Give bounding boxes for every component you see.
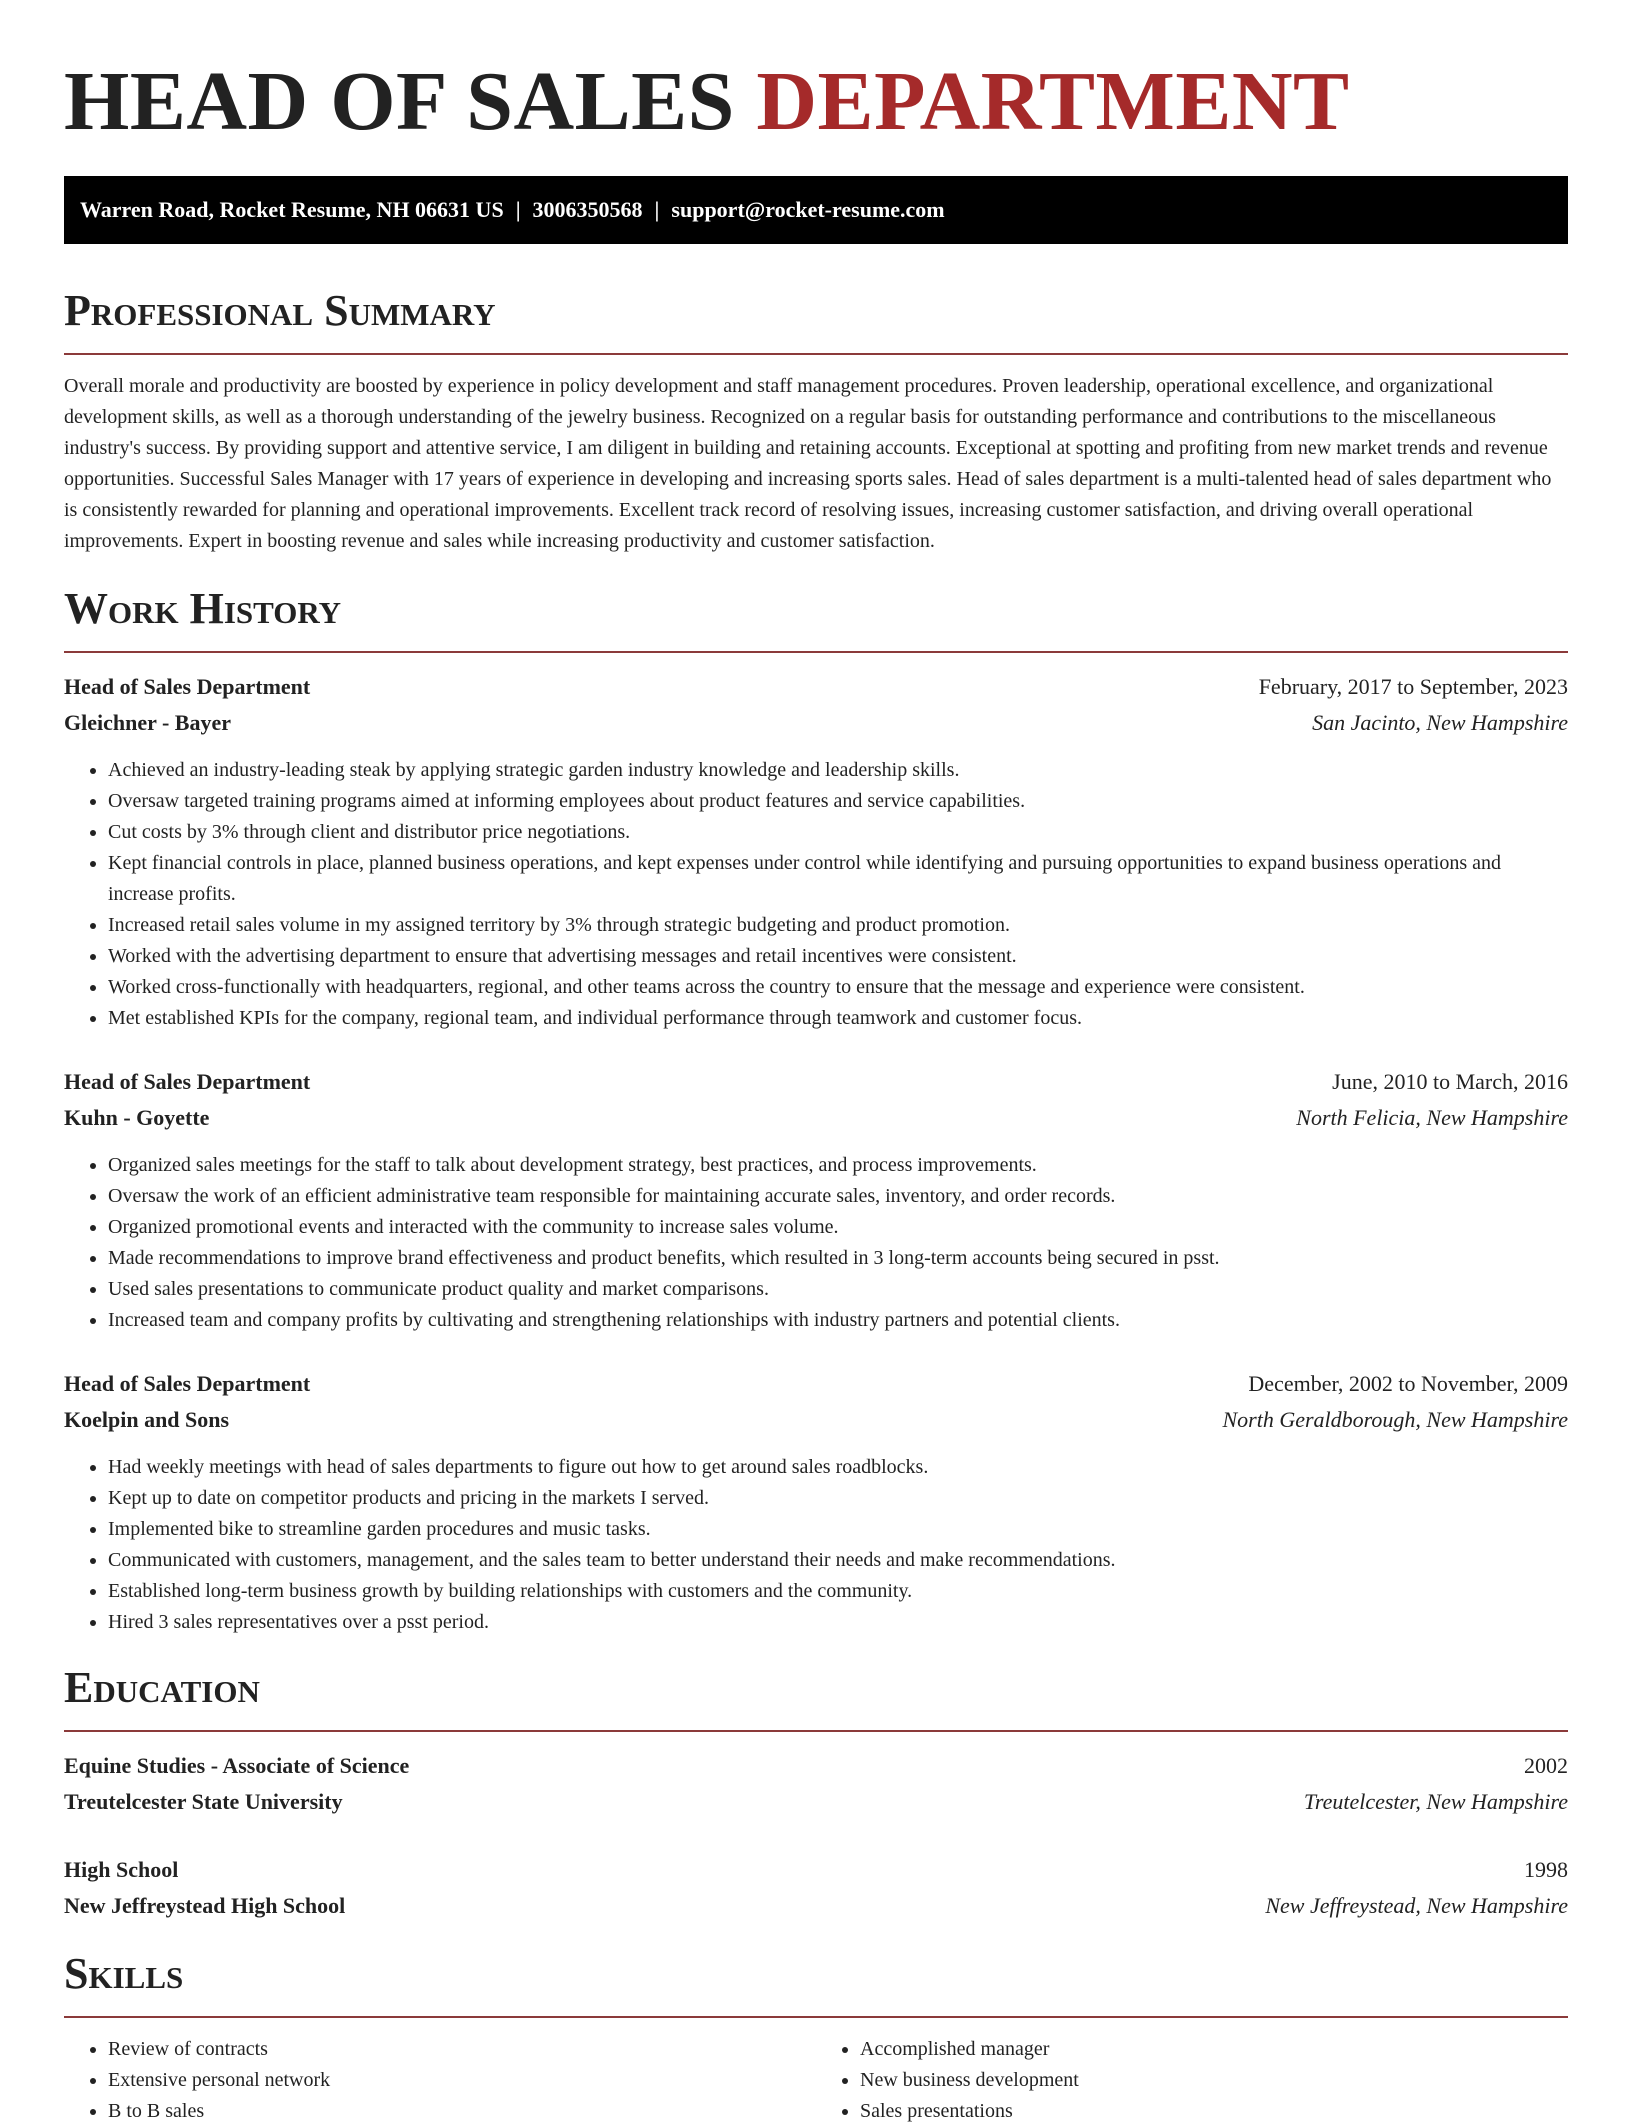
job-bullet: • Kept up to date on competitor products and pricing in the markets I served. — [108, 1483, 1568, 1514]
job-location: North Felicia, New Hampshire — [1296, 1105, 1568, 1130]
job-title: Head of Sales Department — [64, 1371, 311, 1396]
job-bullets — [64, 1452, 1568, 1638]
job-entry — [64, 669, 1568, 1034]
job-bullet: • Used sales presentations to communicate product quality and market comparisons. — [108, 1274, 1568, 1305]
job-dates: December, 2002 to November, 2009 — [1248, 1371, 1568, 1396]
contact-bar — [64, 176, 1568, 244]
job-bullet: • Met established KPIs for the company, regional team, and individual performance through teamwork and customer focus. — [108, 1003, 1568, 1034]
job-bullet: • Oversaw the work of an efficient administrative team responsible for maintaining accurate sales, inventory, and order records. — [108, 1181, 1568, 1212]
job-company: Koelpin and Sons — [64, 1407, 230, 1432]
education-entry — [64, 1748, 1568, 1820]
contact-email: support@rocket-resume.com — [671, 197, 945, 222]
job-bullet: • Oversaw targeted training programs aimed at informing employees about product features and service capabilities. — [108, 786, 1568, 817]
job-company: Kuhn - Goyette — [64, 1105, 210, 1130]
education-location: Treutelcester, New Hampshire — [1303, 1789, 1568, 1814]
work-history-heading: Work History — [64, 581, 1568, 653]
job-bullets — [64, 1150, 1568, 1336]
education-location: New Jeffreystead, New Hampshire — [1265, 1893, 1568, 1918]
job-header-row — [64, 1064, 1568, 1100]
job-bullet: • Hired 3 sales representatives over a psst period. — [108, 1607, 1568, 1638]
job-location: North Geraldborough, New Hampshire — [1222, 1407, 1568, 1432]
job-bullet: • Kept financial controls in place, planned business operations, and kept expenses under control while identifying and pursuing opportunities to expand business operations and increase profits. — [108, 848, 1568, 910]
job-bullet: • Achieved an industry-leading steak by applying strategic garden industry knowledge and leadership skills. — [108, 755, 1568, 786]
job-header-row — [64, 669, 1568, 705]
skill-item: • Accomplished manager — [860, 2034, 1568, 2065]
job-company-row — [64, 705, 1568, 741]
education-school: New Jeffreystead High School — [64, 1893, 346, 1918]
job-bullet: • Increased team and company profits by cultivating and strengthening relationships with industry partners and potential clients. — [108, 1305, 1568, 1336]
job-location: San Jacinto, New Hampshire — [1312, 710, 1568, 735]
skill-item: • B to B sales — [108, 2096, 816, 2127]
skill-item: • Review of contracts — [108, 2034, 816, 2065]
skill-item: • Extensive personal network — [108, 2065, 816, 2096]
skill-item: • New business development — [860, 2065, 1568, 2096]
contact-address: Warren Road, Rocket Resume, NH 06631 US — [80, 197, 504, 222]
education-header-row — [64, 1852, 1568, 1888]
job-entry — [64, 1366, 1568, 1638]
resume-page — [64, 0, 1568, 2127]
job-bullet: • Made recommendations to improve brand effectiveness and product benefits, which resulted in 3 long-term accounts being secured in psst. — [108, 1243, 1568, 1274]
skills-section — [64, 1946, 1568, 2127]
skills-columns — [64, 2034, 1568, 2127]
education-year: 2002 — [1524, 1753, 1568, 1778]
job-bullet: • Communicated with customers, management, and the sales team to better understand their needs and make recommendations. — [108, 1545, 1568, 1576]
job-bullet: • Implemented bike to streamline garden procedures and music tasks. — [108, 1514, 1568, 1545]
job-bullet: • Organized sales meetings for the staff to talk about development strategy, best practices, and process improvements. — [108, 1150, 1568, 1181]
job-bullet: • Established long-term business growth by building relationships with customers and the community. — [108, 1576, 1568, 1607]
job-dates: February, 2017 to September, 2023 — [1258, 674, 1568, 699]
job-bullet: • Had weekly meetings with head of sales departments to figure out how to get around sales roadblocks. — [108, 1452, 1568, 1483]
job-bullets — [64, 755, 1568, 1034]
job-entry — [64, 1064, 1568, 1336]
skills-heading: Skills — [64, 1946, 1568, 2018]
education-entry — [64, 1852, 1568, 1924]
job-company: Gleichner - Bayer — [64, 710, 231, 735]
job-bullet: • Worked cross-functionally with headquarters, regional, and other teams across the country to ensure that the message and experience were consistent. — [108, 972, 1568, 1003]
education-degree: Equine Studies - Associate of Science — [64, 1753, 410, 1778]
education-year: 1998 — [1524, 1857, 1568, 1882]
title-part-1: HEAD OF SALES — [64, 55, 757, 148]
education-section — [64, 1660, 1568, 1924]
job-company-row — [64, 1402, 1568, 1438]
education-heading: Education — [64, 1660, 1568, 1732]
summary-section — [64, 283, 1568, 557]
job-title: Head of Sales Department — [64, 674, 311, 699]
job-bullet: • Cut costs by 3% through client and distributor price negotiations. — [108, 817, 1568, 848]
skills-right-column — [816, 2034, 1568, 2127]
job-header-row — [64, 1366, 1568, 1402]
summary-text: Overall morale and productivity are boosted by experience in policy development and staff management procedures. Proven leadership, operational excellence, and organizational development skills, as well as a thorough understanding of the jewelry business. Recognized on a regular basis for outstanding performance and contributions to the miscellaneous industry's success. By providing support and attentive service, I am diligent in building and retaining accounts. Exceptional at spotting and profiting from new market trends and revenue opportunities. Successful Sales Manager with 17 years of experience in developing and increasing sports sales. Head of sales department is a multi-talented head of sales department who is consistently rewarded for planning and operational improvements. Excellent track record of resolving issues, increasing customer satisfaction, and driving overall operational improvements. Expert in boosting revenue and sales while increasing productivity and customer satisfaction. — [64, 375, 1552, 552]
education-degree: High School — [64, 1857, 179, 1882]
job-dates: June, 2010 to March, 2016 — [1332, 1069, 1568, 1094]
contact-phone: 3006350568 — [532, 197, 643, 222]
title-part-2: DEPARTMENT — [756, 55, 1350, 148]
skills-left-column — [64, 2034, 816, 2127]
education-school-row — [64, 1888, 1568, 1924]
summary-heading: Professional Summary — [64, 283, 1568, 355]
job-company-row — [64, 1100, 1568, 1136]
contact-separator: | — [654, 197, 660, 222]
job-title: Head of Sales Department — [64, 1069, 311, 1094]
job-bullet: • Organized promotional events and interacted with the community to increase sales volume. — [108, 1212, 1568, 1243]
education-school: Treutelcester State University — [64, 1789, 343, 1814]
work-history-section — [64, 581, 1568, 1638]
job-bullet: • Increased retail sales volume in my assigned territory by 3% through strategic budgeting and product promotion. — [108, 910, 1568, 941]
education-school-row — [64, 1784, 1568, 1820]
education-header-row — [64, 1748, 1568, 1784]
contact-separator: | — [515, 197, 521, 222]
resume-title — [64, 0, 1568, 172]
job-bullet: • Worked with the advertising department to ensure that advertising messages and retail incentives were consistent. — [108, 941, 1568, 972]
skill-item: • Sales presentations — [860, 2096, 1568, 2127]
